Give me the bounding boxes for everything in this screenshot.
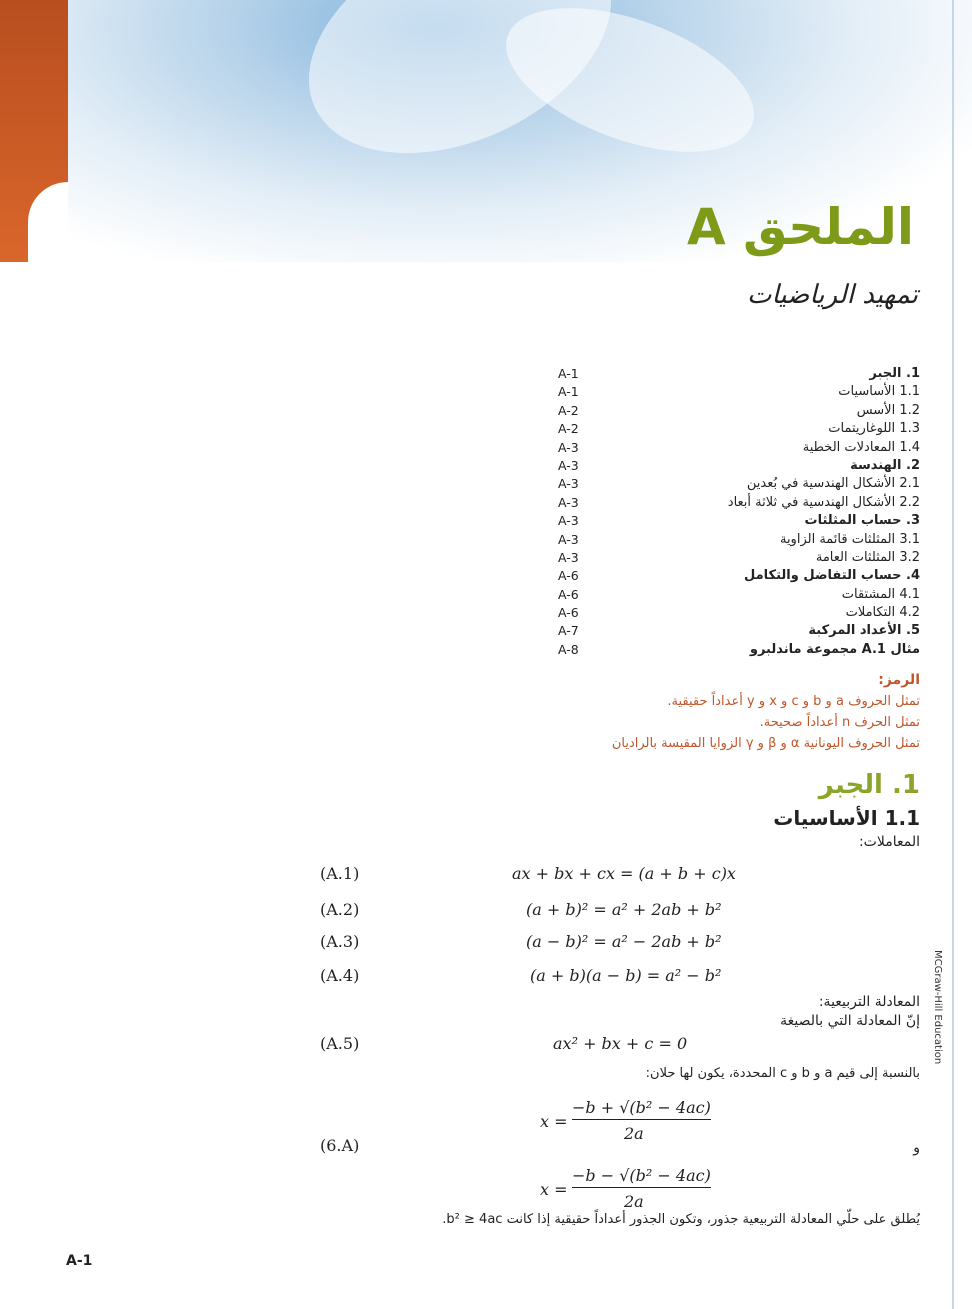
page-edge-line xyxy=(952,0,954,1309)
toc-page: A-3 xyxy=(558,476,579,492)
toc-label: 4. حساب التفاضل والتكامل xyxy=(744,568,920,584)
toc-page: A-3 xyxy=(558,513,579,529)
toc-row[interactable] xyxy=(558,458,920,476)
orange-accent-bar xyxy=(0,0,68,262)
equation: (a + b)(a − b) = a² − b² xyxy=(530,966,722,985)
toc-label: 3.2 المثلثات العامة xyxy=(815,549,920,565)
toc-page: A-7 xyxy=(558,623,579,639)
toc-page: A-6 xyxy=(558,586,579,602)
subsection-heading: 1.1 الأساسيات xyxy=(773,806,920,830)
toc-label: 5. الأعداد المركبة xyxy=(808,623,920,639)
toc-row[interactable] xyxy=(558,366,920,384)
equation: ax + bx + cx = (a + b + c)x xyxy=(512,864,736,883)
toc-label: 2.1 الأشكال الهندسية في بُعدين xyxy=(746,476,920,492)
notation-heading: الرمز: xyxy=(878,672,920,688)
toc-label: 2.2 الأشكال الهندسية في ثلاثة أبعاد xyxy=(727,494,920,510)
fraction-denominator: 2a xyxy=(624,1124,644,1143)
section-heading: 1. الجبر xyxy=(818,770,920,800)
fraction-numerator: −b − √(b² − 4ac) xyxy=(572,1166,711,1188)
equation-number: (A.3) xyxy=(320,932,360,951)
notation-line: تمثل الحروف a و b و c و x و y أعداداً حقيقية. xyxy=(667,694,920,709)
toc-label: 3.1 المثلثات قائمة الزاوية xyxy=(779,531,920,547)
quadratic-heading: المعادلة التربيعية: xyxy=(818,994,920,1010)
notation-line: تمثل الحرف n أعداداً صحيحة. xyxy=(759,715,920,730)
toc-row[interactable] xyxy=(558,403,920,421)
toc-row[interactable] xyxy=(558,550,920,568)
section-intro: المعاملات: xyxy=(858,834,920,850)
toc-label: 1.2 الأسس xyxy=(856,402,920,418)
toc-label: 1.3 اللوغاريتمات xyxy=(828,421,920,437)
x-equals: x = xyxy=(540,1180,568,1199)
toc-page: A-1 xyxy=(558,384,579,400)
notation-box xyxy=(520,672,920,757)
equation-number: (A.2) xyxy=(320,900,360,919)
toc-label: 1. الجبر xyxy=(869,366,920,381)
toc-page: A-3 xyxy=(558,457,579,473)
equation: (a + b)² = a² + 2ab + b² xyxy=(526,900,722,919)
toc-page: A-3 xyxy=(558,494,579,510)
quadratic-root-plus xyxy=(572,1098,711,1144)
toc-label: 2. الهندسة xyxy=(850,457,920,473)
toc-label: مثال A.1 مجموعة ماندلبرو xyxy=(749,641,920,657)
toc-page: A-3 xyxy=(558,439,579,455)
toc-row[interactable] xyxy=(558,532,920,550)
equation-number: (A.5) xyxy=(320,1034,360,1053)
equation: ax² + bx + c = 0 xyxy=(553,1034,688,1053)
toc-row[interactable] xyxy=(558,587,920,605)
toc-row[interactable] xyxy=(558,495,920,513)
conjunction-and: و xyxy=(913,1140,920,1156)
quadratic-root-minus xyxy=(572,1166,711,1212)
solutions-text: بالنسبة إلى قيم a و b و c المحددة، يكون لها حلان: xyxy=(645,1066,920,1081)
quadratic-intro: إنّ المعادلة التي بالصيغة xyxy=(780,1013,920,1029)
quadratic-conclusion: يُطلق على حلّي المعادلة التربيعية جذور، وتكون الجذور أعداداً حقيقية إذا كانت b² ≥ 4ac. xyxy=(442,1212,920,1227)
toc-label: 3. حساب المثلثات xyxy=(804,513,920,529)
toc-page: A-8 xyxy=(558,641,579,657)
fraction-denominator: 2a xyxy=(624,1192,644,1211)
fraction-numerator: −b + √(b² − 4ac) xyxy=(572,1098,711,1120)
toc-page: A-3 xyxy=(558,531,579,547)
toc-row[interactable] xyxy=(558,421,920,439)
toc-page: A-1 xyxy=(558,366,579,381)
toc-page: A-2 xyxy=(558,402,579,418)
toc-row[interactable] xyxy=(558,476,920,494)
x-equals: x = xyxy=(540,1112,568,1131)
toc-label: 1.4 المعادلات الخطية xyxy=(802,439,920,455)
toc-row[interactable] xyxy=(558,384,920,402)
toc-page: A-6 xyxy=(558,568,579,584)
toc-page: A-2 xyxy=(558,421,579,437)
toc-page: A-3 xyxy=(558,549,579,565)
toc-row[interactable] xyxy=(558,605,920,623)
equation-number: (A.4) xyxy=(320,966,360,985)
toc-label: 4.1 المشتقات xyxy=(841,586,920,602)
equation-number: (6.A) xyxy=(320,1136,360,1155)
publisher-side-text: MCGraw-Hill Education xyxy=(932,950,943,1065)
appendix-title: الملحق A xyxy=(686,198,914,256)
page-number: A-1 xyxy=(66,1253,93,1269)
toc-row[interactable] xyxy=(558,440,920,458)
notation-line: تمثل الحروف اليونانية α و β و γ الزوايا المقيسة بالراديان xyxy=(611,736,920,751)
equation: (a − b)² = a² − 2ab + b² xyxy=(526,932,722,951)
equation-number: (A.1) xyxy=(320,864,360,883)
toc-label: 4.2 التكاملات xyxy=(845,605,920,621)
toc-row[interactable] xyxy=(558,513,920,531)
appendix-subtitle: تمهيد الرياضيات xyxy=(747,280,918,310)
toc-row[interactable] xyxy=(558,642,920,660)
toc-page: A-6 xyxy=(558,605,579,621)
toc-row[interactable] xyxy=(558,568,920,586)
table-of-contents xyxy=(558,366,920,660)
light-streak xyxy=(487,0,772,181)
toc-label: 1.1 الأساسيات xyxy=(838,384,920,400)
toc-row[interactable] xyxy=(558,623,920,641)
